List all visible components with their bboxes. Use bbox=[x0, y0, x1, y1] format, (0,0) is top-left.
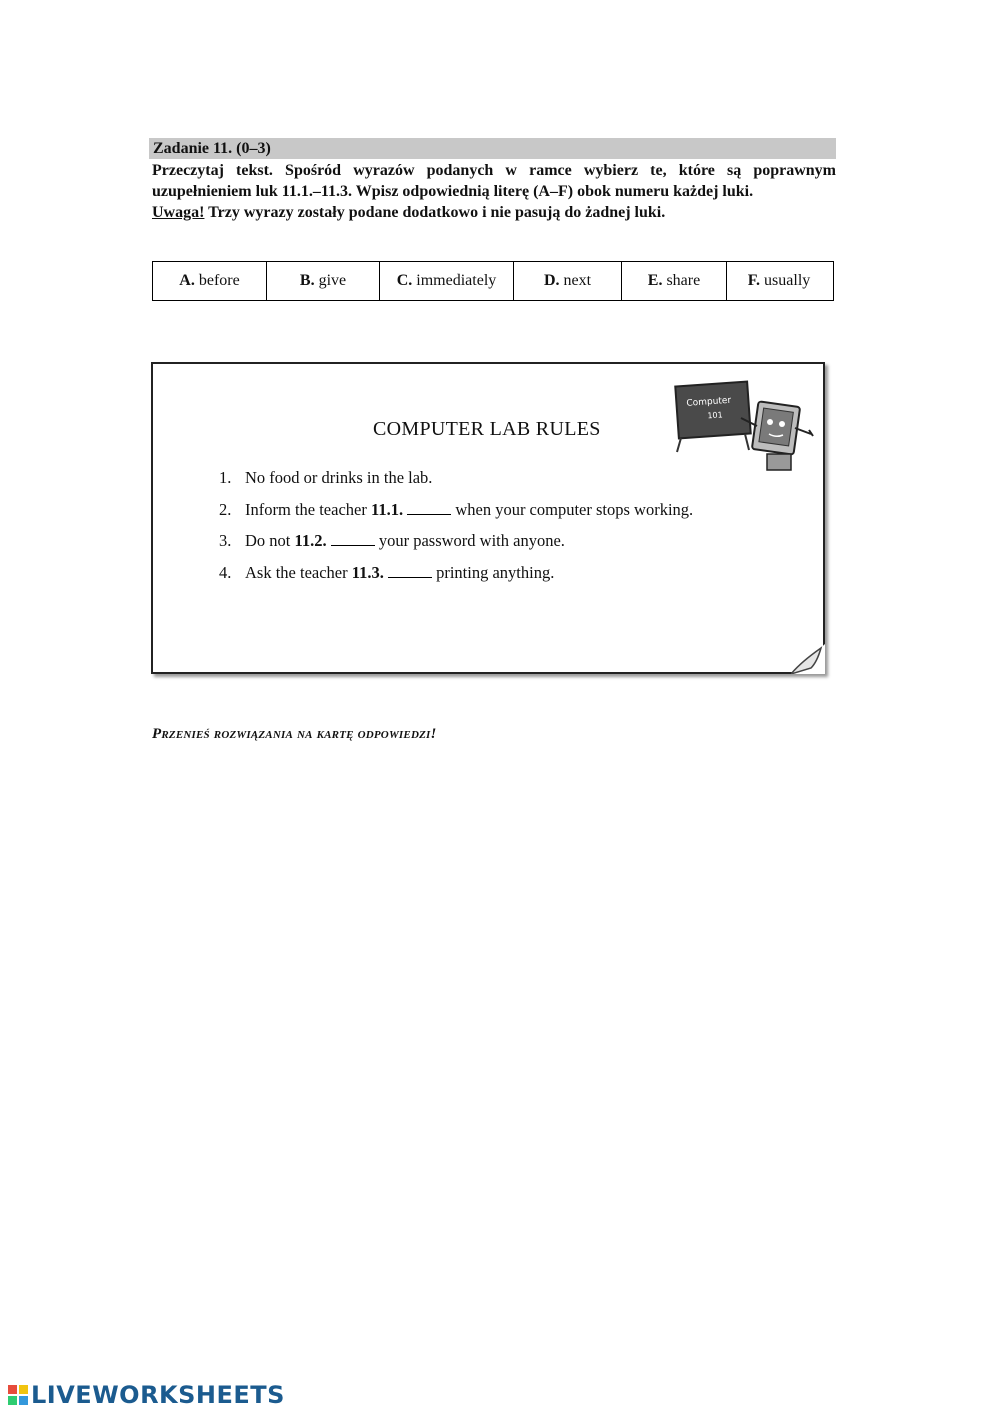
gap-blank-11-3[interactable] bbox=[388, 563, 432, 578]
rule-text: Ask the teacher bbox=[245, 562, 352, 582]
word-option-a bbox=[153, 262, 267, 300]
rules-list bbox=[219, 467, 693, 593]
instructions bbox=[152, 160, 836, 223]
clipart-text: 101 bbox=[707, 410, 723, 421]
brand-name: LIVEWORKSHEETS bbox=[31, 1381, 285, 1409]
rule-item bbox=[219, 530, 693, 562]
option-letter: B. bbox=[299, 272, 315, 289]
word-option-f bbox=[727, 262, 831, 300]
instruction-text: Przeczytaj tekst. Spośród wyrazów podanych w ramce wybierz te, które są poprawnym uzupełnieniem luk 11.1.–11.3. Wpisz odpowiednią literę (A–F) obok numeru każdej luki. bbox=[152, 162, 836, 200]
option-word: immediately bbox=[416, 272, 497, 289]
liveworksheets-logo-icon bbox=[7, 1384, 29, 1406]
word-option-e bbox=[622, 262, 727, 300]
word-option-c bbox=[380, 262, 514, 300]
option-letter: D. bbox=[543, 272, 560, 289]
rules-card bbox=[151, 362, 825, 674]
rule-number: 2. bbox=[219, 499, 232, 519]
rule-text: your password with anyone. bbox=[374, 531, 565, 550]
option-letter: C. bbox=[396, 272, 413, 289]
rule-item bbox=[219, 467, 693, 499]
option-word: usually bbox=[764, 272, 811, 289]
word-option-d bbox=[514, 262, 622, 300]
note-text: Trzy wyrazy zostały podane dodatkowo i nie pasują do żadnej luki. bbox=[204, 204, 666, 221]
gap-number: 11.2. bbox=[294, 531, 327, 550]
card-title: COMPUTER LAB RULES bbox=[373, 418, 601, 440]
computer-clipart-icon bbox=[671, 378, 817, 478]
transfer-note: Przenieś rozwiązania na kartę odpowiedzi! bbox=[152, 726, 437, 742]
gap-blank-11-2[interactable] bbox=[331, 531, 375, 546]
gap-blank-11-1[interactable] bbox=[407, 500, 451, 515]
option-word: give bbox=[318, 272, 347, 289]
rule-number: 1. bbox=[219, 468, 232, 487]
rule-text: when your computer stops working. bbox=[451, 499, 694, 519]
gap-number: 11.3. bbox=[351, 562, 384, 582]
option-letter: E. bbox=[647, 272, 663, 289]
rule-number: 4. bbox=[219, 562, 232, 582]
option-letter: F. bbox=[747, 272, 761, 289]
rule-text: No food or drinks in the lab. bbox=[245, 468, 433, 487]
task-header: Zadanie 11. (0–3) bbox=[153, 140, 271, 157]
gap-number: 11.1. bbox=[370, 499, 404, 519]
task-header-bar bbox=[149, 138, 836, 159]
instruction-note bbox=[152, 202, 836, 223]
option-word: next bbox=[563, 272, 592, 289]
note-label: Uwaga! bbox=[152, 204, 205, 221]
option-word: share bbox=[666, 272, 701, 289]
rule-text: printing anything. bbox=[431, 562, 555, 582]
rule-text: Do not bbox=[245, 531, 295, 550]
brand-logo[interactable] bbox=[7, 1380, 285, 1410]
rule-item bbox=[219, 562, 693, 594]
option-letter: A. bbox=[179, 272, 195, 289]
page-curl-icon bbox=[791, 644, 825, 674]
rule-item bbox=[219, 499, 693, 531]
word-option-b bbox=[267, 262, 380, 300]
rule-number: 3. bbox=[219, 531, 232, 550]
clipart-text: Computer bbox=[686, 395, 732, 409]
word-box bbox=[152, 261, 834, 301]
option-word: before bbox=[198, 272, 240, 289]
rule-text: Inform the teacher bbox=[245, 499, 371, 519]
